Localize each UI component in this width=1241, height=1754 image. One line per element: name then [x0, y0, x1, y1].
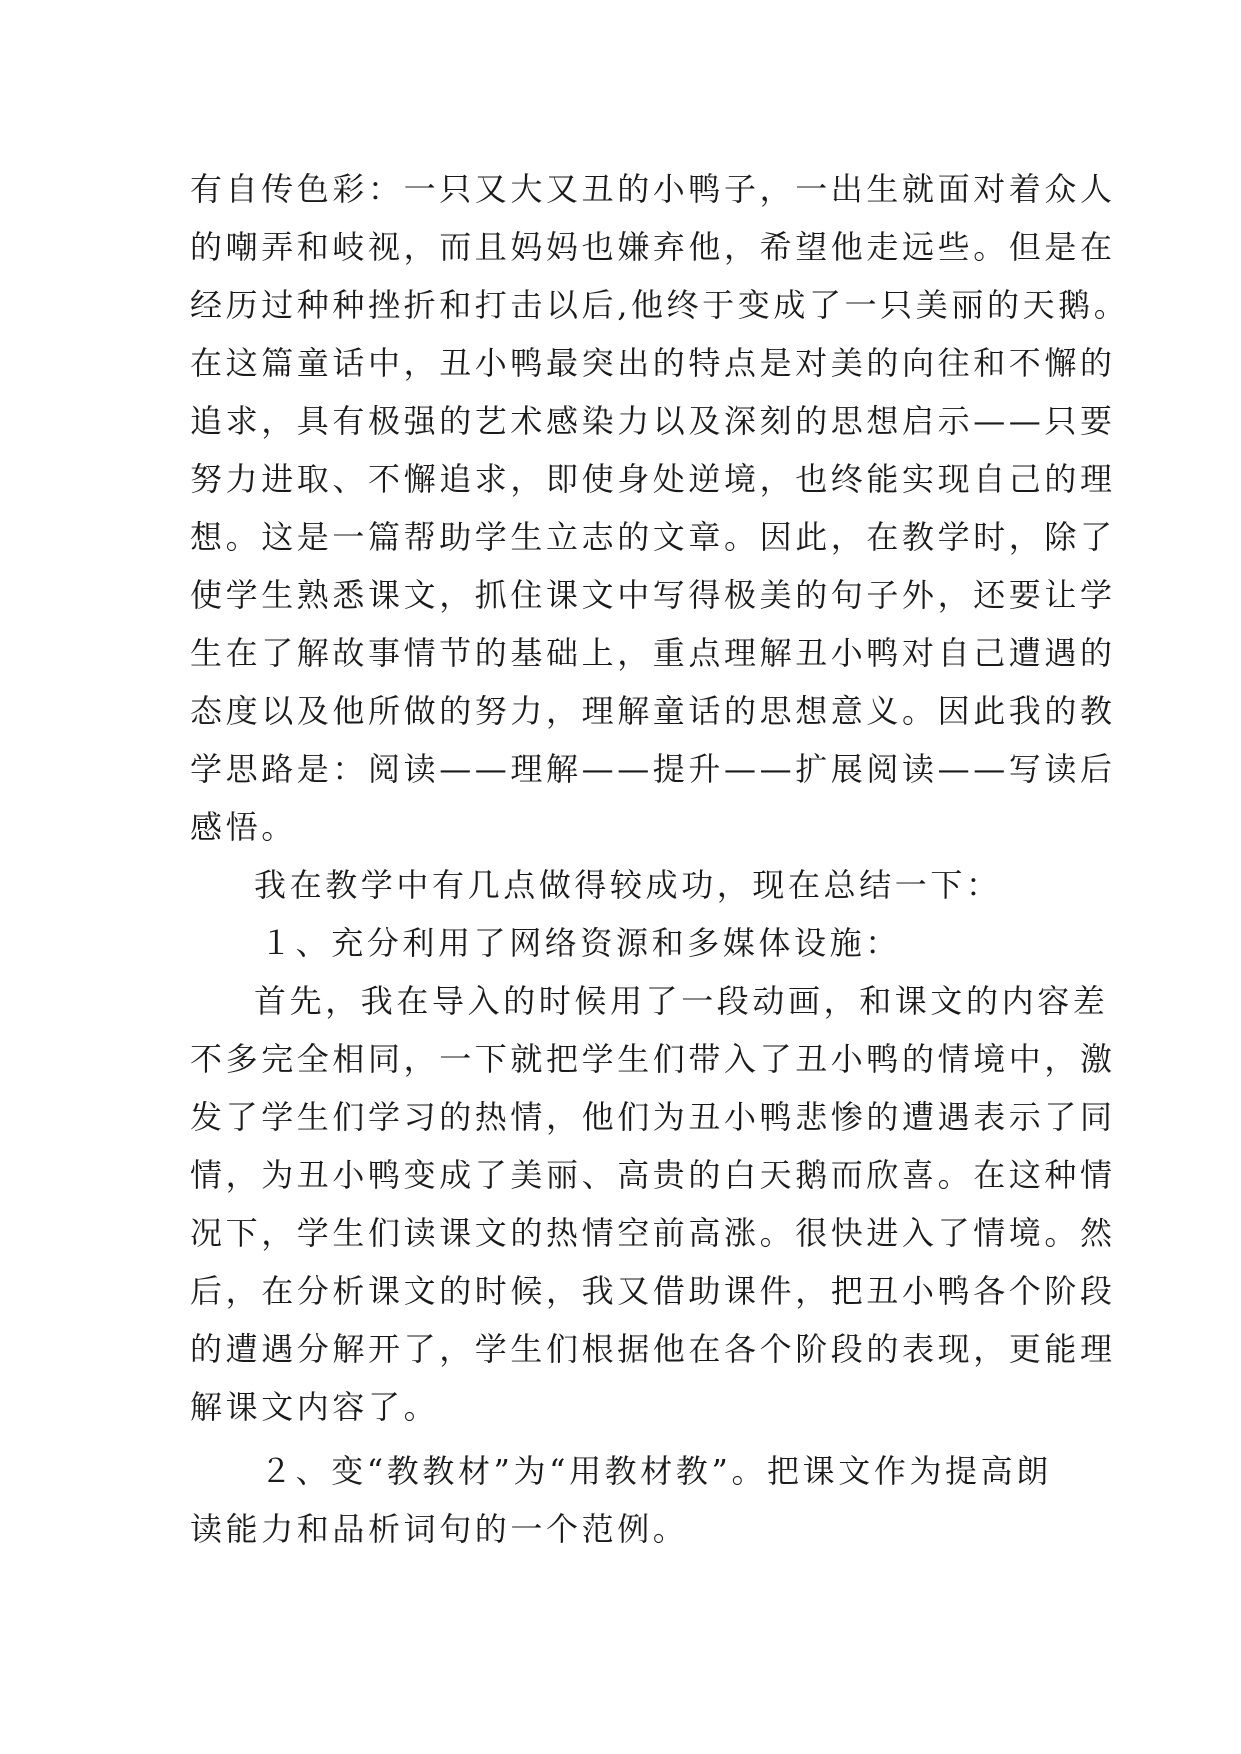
text-line: 解课文内容了。: [190, 1388, 440, 1426]
document-body: [190, 160, 1130, 1558]
section-heading-2: ２、变“教教材”为“用教材教”。把课文作为提高朗: [260, 1452, 1052, 1490]
text-line: 的嘲弄和岐视，而且妈妈也嫌弃他，希望他走远些。但是在: [190, 228, 1116, 266]
text-line: 发了学生们学习的热情，他们为丑小鸭悲惨的遭遇表示了同: [190, 1098, 1116, 1136]
text-line: 想。这是一篇帮助学生立志的文章。因此，在教学时，除了: [190, 518, 1116, 556]
text-line: 况下，学生们读课文的热情空前高涨。很快进入了情境。然: [190, 1214, 1116, 1252]
text-line: 不多完全相同，一下就把学生们带入了丑小鸭的情境中，激: [190, 1040, 1116, 1078]
text-line: 态度以及他所做的努力，理解童话的思想意义。因此我的教: [190, 692, 1116, 730]
text-line: 追求，具有极强的艺术感染力以及深刻的思想启示——只要: [190, 402, 1116, 440]
text-line: 在这篇童话中，丑小鸭最突出的特点是对美的向往和不懈的: [190, 344, 1116, 382]
paragraph-intro-line: 我在教学中有几点做得较成功，现在总结一下：: [254, 866, 1002, 904]
text-line: 感悟。: [190, 808, 297, 846]
text-line: 生在了解故事情节的基础上，重点理解丑小鸭对自己遭遇的: [190, 634, 1116, 672]
text-line: 的遭遇分解开了，学生们根据他在各个阶段的表现，更能理: [190, 1330, 1116, 1368]
text-line: 学思路是：阅读——理解——提升——扩展阅读——写读后: [190, 750, 1116, 788]
text-line: 努力进取、不懈追求，即使身处逆境，也终能实现自己的理: [190, 460, 1116, 498]
section-heading-1: １、充分利用了网络资源和多媒体设施：: [260, 924, 901, 962]
text-line: 情，为丑小鸭变成了美丽、高贵的白天鹅而欣喜。在这种情: [190, 1156, 1116, 1194]
text-line: 有自传色彩：一只又大又丑的小鸭子，一出生就面对着众人: [190, 170, 1116, 208]
text-line: 后，在分析课文的时候，我又借助课件，把丑小鸭各个阶段: [190, 1272, 1116, 1310]
text-line: 读能力和品析词句的一个范例。: [190, 1510, 689, 1548]
text-line: 经历过种种挫折和打击以后,他终于变成了一只美丽的天鹅。: [190, 286, 1130, 324]
text-line: 使学生熟悉课文，抓住课文中写得极美的句子外，还要让学: [190, 576, 1116, 614]
text-line: 首先，我在导入的时候用了一段动画，和课文的内容差: [254, 982, 1109, 1020]
